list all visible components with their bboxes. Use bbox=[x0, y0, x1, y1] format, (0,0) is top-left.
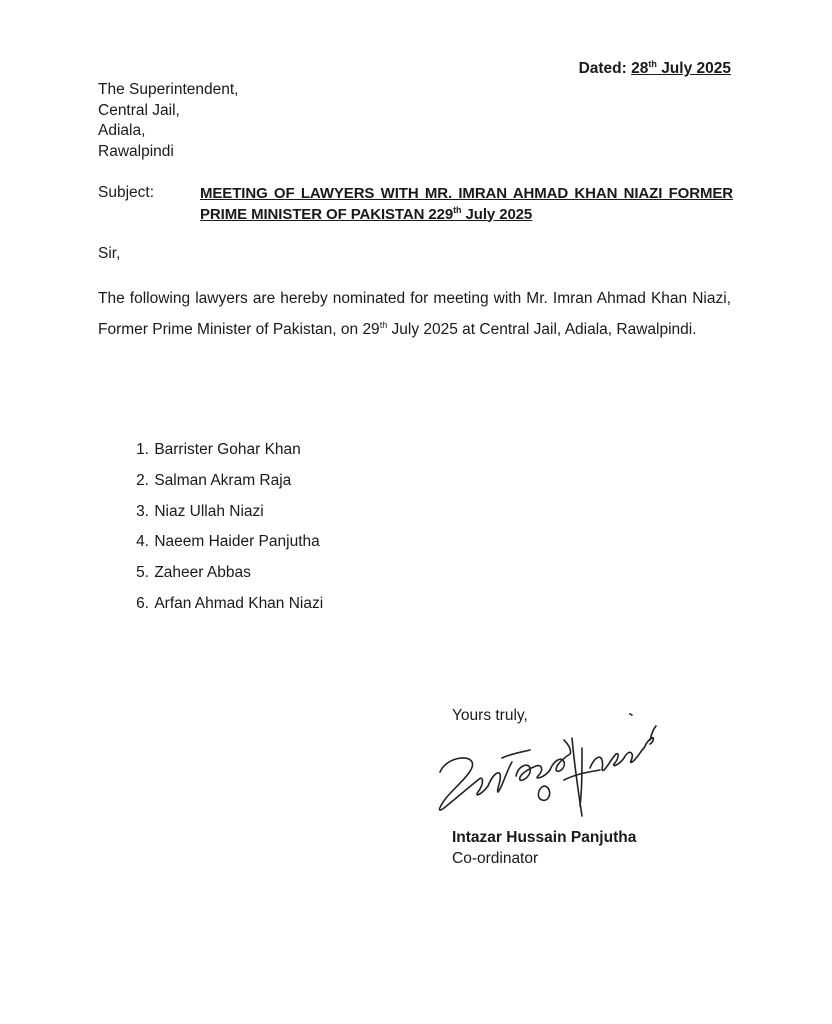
list-item-number: 5. bbox=[136, 564, 149, 582]
list-item bbox=[120, 532, 323, 563]
subject-label: Subject: bbox=[98, 184, 155, 201]
list-item bbox=[120, 594, 323, 625]
valediction: Yours truly, bbox=[452, 707, 528, 724]
list-item-number: 2. bbox=[136, 471, 149, 489]
list-item-number: 4. bbox=[136, 533, 149, 551]
list-item bbox=[120, 440, 323, 471]
list-item-name: Salman Akram Raja bbox=[154, 471, 292, 489]
list-item-number: 1. bbox=[136, 441, 149, 458]
signer-title: Co-ordinator bbox=[452, 850, 539, 867]
list-item-number: 3. bbox=[136, 502, 149, 520]
addressee-line: Rawalpindi bbox=[98, 143, 174, 161]
signature-image bbox=[432, 710, 662, 830]
list-item-name: Naeem Haider Panjutha bbox=[154, 533, 320, 551]
date-value: 28th July 2025 bbox=[631, 59, 731, 77]
addressee-line: Adiala, bbox=[98, 122, 146, 140]
list-item-number: 6. bbox=[136, 594, 149, 612]
letter-date bbox=[579, 60, 731, 78]
addressee-block bbox=[98, 80, 238, 163]
addressee-line: Central Jail, bbox=[98, 101, 180, 119]
list-item-name: Zaheer Abbas bbox=[154, 564, 251, 582]
salutation: Sir, bbox=[98, 245, 121, 262]
list-item-name: Arfan Ahmad Khan Niazi bbox=[154, 594, 324, 612]
list-item-name: Niaz Ullah Niazi bbox=[154, 502, 264, 520]
dated-label: Dated: bbox=[578, 60, 627, 77]
addressee-line: The Superintendent, bbox=[98, 81, 239, 98]
subject-text: MEETING OF LAWYERS WITH MR. IMRAN AHMAD KHAN NIAZI FORMER PRIME MINISTER OF PAKISTAN 229th July 2025 bbox=[200, 185, 733, 223]
list-item-name: Barrister Gohar Khan bbox=[154, 441, 301, 458]
signer-name: Intazar Hussain Panjutha bbox=[452, 829, 637, 846]
lawyers-list bbox=[120, 440, 323, 625]
body-paragraph: The following lawyers are hereby nominated for meeting with Mr. Imran Ahmad Khan Niazi, Former Prime Minister of Pakistan, on 29th July 2025 at Central Jail, Adiala, Rawalpindi. bbox=[98, 290, 731, 338]
list-item bbox=[120, 563, 323, 594]
list-item bbox=[120, 502, 323, 533]
list-item bbox=[120, 471, 323, 502]
